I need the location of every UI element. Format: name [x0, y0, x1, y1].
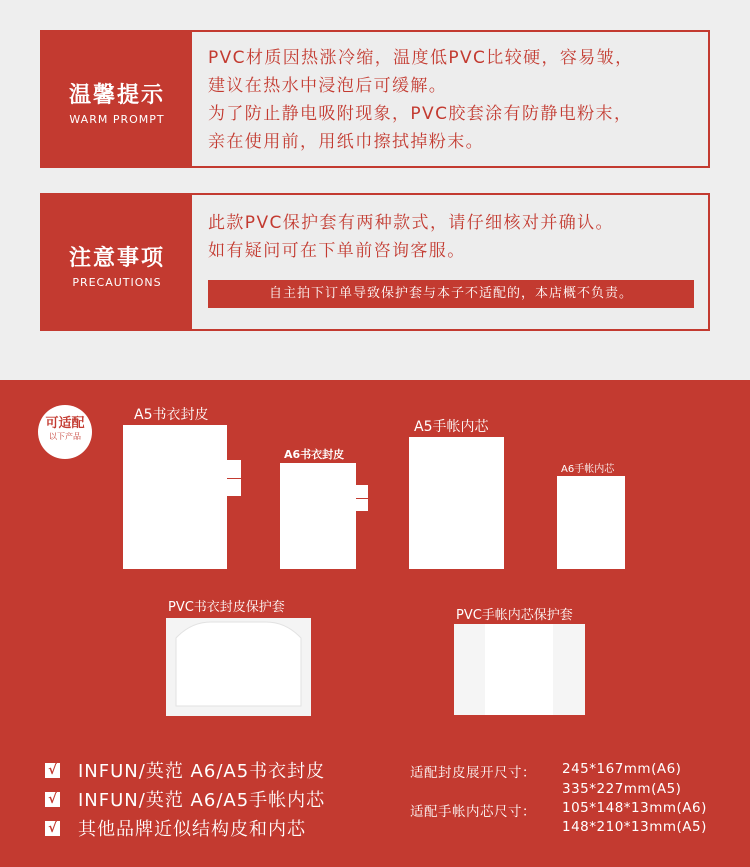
- compat-item: [45, 786, 325, 812]
- warm-prompt-title: 温馨提示: [68, 83, 165, 108]
- warm-prompt-header: [42, 32, 192, 166]
- warm-line: 为了防止静电吸附现象，PVC胶套涂有防静电粉末，: [208, 104, 633, 124]
- check-icon: √: [45, 792, 60, 807]
- compat-item: [45, 815, 306, 841]
- warm-prompt-box: [40, 30, 710, 168]
- pvc-refill-label: PVC手帐内芯保护套: [456, 608, 573, 623]
- pvc-cover-label: PVC书衣封皮保护套: [168, 600, 285, 615]
- compatible-badge: [38, 405, 92, 459]
- a6-refill-image: [557, 476, 625, 569]
- badge-subtitle: 以下产品: [49, 432, 81, 441]
- disclaimer-bar: 自主拍下订单导致保护套与本子不适配的，本店概不负责。: [208, 280, 694, 308]
- precautions-line: 此款PVC保护套有两种款式，请仔细核对并确认。: [208, 213, 614, 233]
- a5-cover-tab-divider: [227, 478, 241, 479]
- pvc-cover-shape: [166, 618, 311, 716]
- refill-size-label: 适配手帐内芯尺寸：: [410, 804, 536, 820]
- pvc-refill-inner: [485, 624, 553, 715]
- pvc-cover-image: [166, 618, 311, 716]
- refill-size-a6: 105*148*13mm(A6): [562, 800, 707, 816]
- a5-refill-image: [409, 437, 504, 569]
- a5-refill-label: A5手帐内芯: [414, 419, 489, 435]
- warm-line: PVC材质因热涨冷缩，温度低PVC比较硬，容易皱，: [208, 48, 634, 68]
- a5-cover-label: A5书衣封皮: [134, 407, 209, 423]
- precautions-text: [208, 209, 698, 265]
- a6-cover-tab-divider: [356, 498, 368, 499]
- warm-prompt-text: [208, 44, 698, 156]
- compat-item-text: INFUN/英范 A6/A5手帐内芯: [78, 790, 326, 811]
- precautions-header: [42, 195, 192, 329]
- cover-size-a5: 335*227mm(A5): [562, 781, 682, 797]
- a6-cover-label: A6书衣封皮: [284, 448, 345, 461]
- compat-item-text: INFUN/英范 A6/A5书衣封皮: [78, 761, 326, 782]
- compat-item: [45, 757, 325, 783]
- compat-item-text: 其他品牌近似结构皮和内芯: [78, 819, 306, 840]
- warm-line: 建议在热水中浸泡后可缓解。: [208, 76, 448, 96]
- precautions-box: [40, 193, 710, 331]
- a5-cover-image: [123, 425, 227, 569]
- a6-cover-image: [280, 463, 356, 569]
- refill-size-a5: 148*210*13mm(A5): [562, 819, 707, 835]
- warm-line: 亲在使用前，用纸巾擦拭掉粉末。: [208, 132, 484, 152]
- cover-size-a6: 245*167mm(A6): [562, 761, 682, 777]
- precautions-line: 如有疑问可在下单前咨询客服。: [208, 241, 466, 261]
- precautions-title: 注意事项: [68, 246, 165, 271]
- pvc-refill-image: [454, 624, 585, 715]
- precautions-subtitle: PRECAUTIONS: [72, 276, 162, 289]
- cover-size-label: 适配封皮展开尺寸：: [410, 765, 536, 781]
- warm-prompt-subtitle: WARM PROMPT: [69, 113, 165, 126]
- check-icon: √: [45, 821, 60, 836]
- a6-refill-label: A6手帐内芯: [561, 464, 615, 475]
- check-icon: √: [45, 763, 60, 778]
- badge-title: 可适配: [45, 416, 85, 431]
